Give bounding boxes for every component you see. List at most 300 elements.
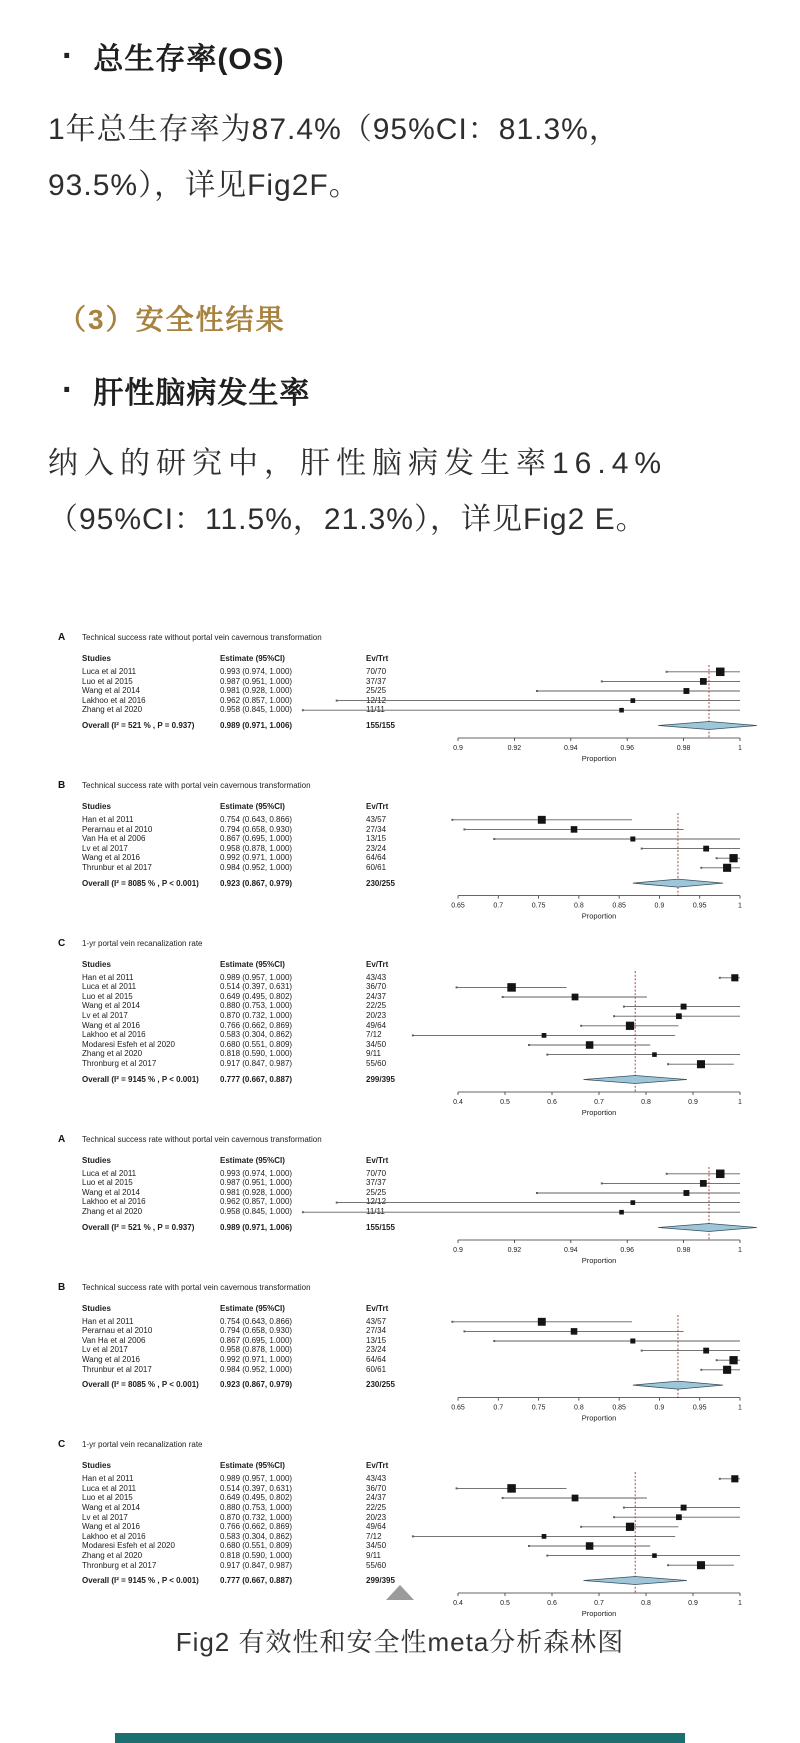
study-estimate: 0.880 (0.753, 1.000) <box>220 1001 293 1011</box>
study-ev-trt: 13/15 <box>366 834 387 844</box>
forest-plot-A <box>450 667 780 764</box>
svg-text:0.7: 0.7 <box>594 1098 604 1106</box>
study-name: Luo et al 2015 <box>82 676 133 686</box>
svg-text:Proportion: Proportion <box>581 1255 617 1265</box>
study-name: Lakhoo et al 2016 <box>82 1030 146 1040</box>
study-ev-trt: 43/43 <box>366 972 387 982</box>
figure-forest-plots <box>0 632 800 1625</box>
bottom-bar <box>115 1733 685 1743</box>
svg-text:1: 1 <box>738 1246 742 1254</box>
study-row <box>82 1365 428 1375</box>
study-name: Luca et al 2011 <box>82 982 137 992</box>
study-estimate: 0.680 (0.551, 0.809) <box>220 1541 293 1551</box>
overall-row <box>82 878 428 889</box>
study-name: Wang et al 2014 <box>82 1001 140 1011</box>
collapse-triangle-icon[interactable] <box>386 1585 414 1600</box>
study-name: Wang et al 2016 <box>82 1522 140 1532</box>
study-ev-trt: 37/37 <box>366 676 387 686</box>
study-row <box>82 1355 428 1365</box>
study-estimate: 0.794 (0.658, 0.930) <box>220 1326 293 1336</box>
table-header-row <box>82 960 428 973</box>
svg-text:0.9: 0.9 <box>654 902 665 910</box>
study-ev-trt: 34/50 <box>366 1541 387 1551</box>
svg-text:0.8: 0.8 <box>641 1600 651 1608</box>
overall-ev-trt: 230/255 <box>366 878 395 888</box>
svg-text:0.94: 0.94 <box>563 745 578 752</box>
panel-letter: B <box>58 1281 66 1293</box>
safety-paragraph-line2: （95%CI：11.5%，21.3%），详见Fig2 E。 <box>48 503 647 536</box>
figure-caption-block <box>0 1585 800 1659</box>
table-header-row <box>82 1461 428 1474</box>
forest-plot-C <box>450 973 780 1118</box>
study-name: Lakhoo et al 2016 <box>82 1531 146 1541</box>
os-paragraph-line2: 93.5%），详见Fig2F。 <box>48 169 360 202</box>
study-name: Wang et al 2014 <box>82 686 140 696</box>
panel-title: 1-yr portal vein recanalization rate <box>82 938 203 948</box>
study-ev-trt: 49/64 <box>366 1020 387 1030</box>
column-header: Ev/Trt <box>366 802 389 811</box>
study-name: Van Ha et al 2006 <box>82 1335 146 1345</box>
study-ev-trt: 20/23 <box>366 1512 387 1522</box>
panel-letter: A <box>58 1133 66 1145</box>
study-name: Thronburg et al 2017 <box>82 1560 157 1570</box>
study-estimate: 0.766 (0.662, 0.869) <box>220 1522 293 1532</box>
study-name: Wang et al 2016 <box>82 853 140 863</box>
svg-text:1: 1 <box>738 902 742 910</box>
svg-text:0.75: 0.75 <box>531 1404 546 1412</box>
forest-panel-A <box>58 632 768 770</box>
forest-table <box>82 654 428 731</box>
study-name: Zhang et al 2020 <box>82 1206 143 1216</box>
study-ev-trt: 7/12 <box>366 1030 382 1040</box>
svg-text:0.94: 0.94 <box>563 1246 578 1254</box>
study-ev-trt: 25/25 <box>366 686 387 696</box>
study-row <box>82 1030 428 1040</box>
he-rate-heading <box>62 368 752 412</box>
svg-text:0.95: 0.95 <box>692 902 707 910</box>
svg-text:0.9: 0.9 <box>688 1098 698 1106</box>
overall-estimate: 0.989 (0.971, 1.006) <box>220 1222 293 1232</box>
overall-label: Overall (I² = 521 % , P = 0.937) <box>82 720 195 730</box>
study-name: Luo et al 2015 <box>82 991 133 1001</box>
study-estimate: 0.766 (0.662, 0.869) <box>220 1020 293 1030</box>
bullet-dot: · <box>62 37 74 75</box>
study-row <box>82 686 428 696</box>
study-estimate: 0.981 (0.928, 1.000) <box>220 1187 293 1197</box>
study-row <box>82 1169 428 1179</box>
study-ev-trt: 49/64 <box>366 1522 387 1532</box>
study-row <box>82 1188 428 1198</box>
study-row <box>82 1317 428 1327</box>
overall-ev-trt: 299/395 <box>366 1074 395 1084</box>
panel-title: Technical success rate with portal vein cavernous transformation <box>82 1282 311 1292</box>
svg-text:0.7: 0.7 <box>493 1404 504 1412</box>
study-estimate: 0.958 (0.878, 1.000) <box>220 843 293 853</box>
study-estimate: 0.962 (0.857, 1.000) <box>220 695 293 705</box>
svg-text:0.4: 0.4 <box>453 1098 463 1106</box>
study-ev-trt: 60/61 <box>366 1364 387 1374</box>
forest-table <box>82 1461 428 1586</box>
svg-text:0.96: 0.96 <box>620 745 635 752</box>
study-row <box>82 1178 428 1188</box>
study-estimate: 0.993 (0.974, 1.000) <box>220 1168 293 1178</box>
study-ev-trt: 22/25 <box>366 1001 387 1011</box>
column-header: Ev/Trt <box>366 1303 389 1313</box>
svg-text:0.9: 0.9 <box>688 1600 698 1608</box>
study-row <box>82 1522 428 1532</box>
study-row <box>82 844 428 854</box>
study-ev-trt: 34/50 <box>366 1039 387 1049</box>
panel-letter: C <box>58 937 66 949</box>
os-section-heading <box>62 34 752 78</box>
overall-label: Overall (I² = 9145 % , P < 0.001) <box>82 1074 199 1084</box>
study-row <box>82 834 428 844</box>
column-header: Estimate (95%CI) <box>220 802 285 811</box>
svg-text:1: 1 <box>738 1404 742 1412</box>
study-estimate: 0.880 (0.753, 1.000) <box>220 1502 293 1512</box>
study-name: Modaresi Esfeh et al 2020 <box>82 1541 175 1551</box>
study-row <box>82 1336 428 1346</box>
study-row <box>82 815 428 825</box>
column-header: Studies <box>82 1303 111 1313</box>
study-name: Thrunbur et al 2017 <box>82 862 152 872</box>
study-estimate: 0.958 (0.845, 1.000) <box>220 705 293 715</box>
study-row <box>82 982 428 992</box>
forest-table <box>82 1304 428 1391</box>
study-estimate: 0.984 (0.952, 1.000) <box>220 1364 293 1374</box>
study-estimate: 0.958 (0.878, 1.000) <box>220 1345 293 1355</box>
study-estimate: 0.870 (0.732, 1.000) <box>220 1010 293 1020</box>
column-header: Ev/Trt <box>366 959 389 969</box>
overall-estimate: 0.923 (0.867, 0.979) <box>220 1380 293 1390</box>
study-ev-trt: 23/24 <box>366 843 387 853</box>
column-header: Ev/Trt <box>366 1461 389 1471</box>
study-row <box>82 1484 428 1494</box>
study-name: Lakhoo et al 2016 <box>82 1197 146 1207</box>
study-row <box>82 1021 428 1031</box>
panel-title: Technical success rate with portal vein cavernous transformation <box>82 781 311 790</box>
study-row <box>82 1049 428 1059</box>
overall-row <box>82 1222 428 1233</box>
column-header: Estimate (95%CI) <box>220 654 285 663</box>
overall-estimate: 0.989 (0.971, 1.006) <box>220 720 293 730</box>
bullet-dot: · <box>62 371 74 409</box>
study-ev-trt: 11/11 <box>366 1206 385 1216</box>
overall-row <box>82 1074 428 1085</box>
study-ev-trt: 55/60 <box>366 1058 387 1068</box>
table-header-row <box>82 1156 428 1169</box>
study-row <box>82 863 428 873</box>
svg-text:0.85: 0.85 <box>612 1404 626 1412</box>
svg-text:0.98: 0.98 <box>676 1246 691 1254</box>
svg-text:1: 1 <box>738 1098 742 1106</box>
study-row <box>82 1040 428 1050</box>
forest-table <box>82 960 428 1085</box>
safety-paragraph <box>48 436 752 548</box>
study-row <box>82 1001 428 1011</box>
study-estimate: 0.870 (0.732, 1.000) <box>220 1512 293 1522</box>
table-header-row <box>82 654 428 667</box>
study-estimate: 0.818 (0.590, 1.000) <box>220 1049 293 1059</box>
forest-plot-B <box>450 815 780 922</box>
column-header: Studies <box>82 654 111 663</box>
safety-section-heading: （3）安全性结果 <box>58 304 286 335</box>
column-header: Studies <box>82 1155 111 1165</box>
study-ev-trt: 43/43 <box>366 1474 387 1484</box>
study-row <box>82 1561 428 1571</box>
forest-table <box>82 1156 428 1233</box>
study-ev-trt: 12/12 <box>366 695 387 705</box>
column-header: Studies <box>82 802 111 811</box>
study-row <box>82 853 428 863</box>
study-name: Zhang et al 2020 <box>82 705 143 715</box>
study-ev-trt: 7/12 <box>366 1531 382 1541</box>
svg-text:0.75: 0.75 <box>531 902 546 910</box>
study-name: Thronburg et al 2017 <box>82 1058 157 1068</box>
column-header: Studies <box>82 959 111 969</box>
svg-text:0.8: 0.8 <box>573 1404 584 1412</box>
study-ev-trt: 27/34 <box>366 824 387 834</box>
study-name: Thrunbur et al 2017 <box>82 1364 152 1374</box>
overall-label: Overall (I² = 9145 % , P < 0.001) <box>82 1576 199 1586</box>
svg-text:0.8: 0.8 <box>573 902 584 910</box>
safety-paragraph-line1: 纳入的研究中，肝性脑病发生率16.4% <box>48 447 668 480</box>
study-estimate: 0.754 (0.643, 0.866) <box>220 815 293 824</box>
study-ev-trt: 36/70 <box>366 982 387 992</box>
column-header: Estimate (95%CI) <box>220 1155 285 1165</box>
study-name: Luca et al 2011 <box>82 667 137 676</box>
study-name: Lv et al 2017 <box>82 1512 128 1522</box>
svg-text:Proportion: Proportion <box>581 1609 617 1619</box>
column-header: Estimate (95%CI) <box>220 1461 285 1471</box>
study-estimate: 0.754 (0.643, 0.866) <box>220 1316 293 1326</box>
study-name: Zhang et al 2020 <box>82 1550 143 1560</box>
study-row <box>82 973 428 983</box>
study-estimate: 0.649 (0.495, 0.802) <box>220 1493 293 1503</box>
overall-row <box>82 720 428 731</box>
overall-ev-trt: 155/155 <box>366 1222 395 1232</box>
panel-title: Technical success rate without portal vein cavernous transformation <box>82 1134 322 1144</box>
study-estimate: 0.583 (0.304, 0.862) <box>220 1030 293 1040</box>
column-header: Estimate (95%CI) <box>220 1303 285 1313</box>
svg-text:0.8: 0.8 <box>641 1098 651 1106</box>
study-ev-trt: 55/60 <box>366 1560 387 1570</box>
os-paragraph-line1: 1年总生存率为87.4%（95%CI：81.3%， <box>48 113 620 146</box>
study-name: Han et al 2011 <box>82 1474 134 1484</box>
study-name: Van Ha et al 2006 <box>82 834 146 844</box>
overall-ev-trt: 230/255 <box>366 1380 395 1390</box>
study-estimate: 0.987 (0.951, 1.000) <box>220 676 293 686</box>
os-paragraph <box>48 102 752 214</box>
study-row <box>82 1474 428 1484</box>
column-header: Ev/Trt <box>366 1155 389 1165</box>
svg-text:0.92: 0.92 <box>507 745 522 752</box>
svg-text:0.7: 0.7 <box>493 902 504 910</box>
study-estimate: 0.989 (0.957, 1.000) <box>220 972 293 982</box>
panel-letter: B <box>58 780 66 791</box>
svg-text:Proportion: Proportion <box>581 1107 617 1117</box>
he-rate-heading-text: 肝性脑病发生率 <box>93 377 311 410</box>
study-estimate: 0.583 (0.304, 0.862) <box>220 1531 293 1541</box>
study-ev-trt: 20/23 <box>366 1010 387 1020</box>
study-estimate: 0.993 (0.974, 1.000) <box>220 667 293 676</box>
study-estimate: 0.514 (0.397, 0.631) <box>220 1483 293 1493</box>
svg-text:Proportion: Proportion <box>581 754 617 763</box>
study-estimate: 0.867 (0.695, 1.000) <box>220 1335 293 1345</box>
svg-text:0.4: 0.4 <box>453 1600 463 1608</box>
study-row <box>82 1345 428 1355</box>
study-ev-trt: 37/37 <box>366 1178 387 1188</box>
study-ev-trt: 27/34 <box>366 1326 387 1336</box>
study-row <box>82 1059 428 1069</box>
study-name: Wang et al 2016 <box>82 1354 140 1364</box>
study-row <box>82 677 428 687</box>
forest-table <box>82 802 428 889</box>
study-name: Luca et al 2011 <box>82 1168 137 1178</box>
study-row <box>82 1011 428 1021</box>
study-name: Han et al 2011 <box>82 815 134 824</box>
svg-text:0.6: 0.6 <box>547 1098 557 1106</box>
svg-text:0.65: 0.65 <box>451 1404 465 1412</box>
panel-title: 1-yr portal vein recanalization rate <box>82 1440 203 1450</box>
svg-text:0.65: 0.65 <box>451 902 465 910</box>
study-row <box>82 667 428 677</box>
panel-letter: A <box>58 632 66 643</box>
study-estimate: 0.992 (0.971, 1.000) <box>220 853 293 863</box>
overall-estimate: 0.777 (0.667, 0.887) <box>220 1576 293 1586</box>
svg-text:0.5: 0.5 <box>500 1600 510 1608</box>
svg-text:0.9: 0.9 <box>453 1246 463 1254</box>
svg-text:Proportion: Proportion <box>581 911 617 921</box>
overall-label: Overall (I² = 8085 % , P < 0.001) <box>82 1380 199 1390</box>
study-row <box>82 825 428 835</box>
study-name: Wang et al 2014 <box>82 1187 140 1197</box>
overall-label: Overall (I² = 521 % , P = 0.937) <box>82 1222 195 1232</box>
study-ev-trt: 22/25 <box>366 1502 387 1512</box>
study-ev-trt: 36/70 <box>366 1483 387 1493</box>
figure-caption: Fig2 有效性和安全性meta分析森林图 <box>175 1627 625 1657</box>
study-estimate: 0.984 (0.952, 1.000) <box>220 862 293 872</box>
study-name: Luo et al 2015 <box>82 1493 133 1503</box>
study-ev-trt: 70/70 <box>366 667 387 676</box>
study-ev-trt: 12/12 <box>366 1197 387 1207</box>
study-estimate: 0.992 (0.971, 1.000) <box>220 1354 293 1364</box>
study-row <box>82 1326 428 1336</box>
svg-text:0.98: 0.98 <box>676 745 691 752</box>
forest-plot-A <box>450 1169 780 1266</box>
study-estimate: 0.818 (0.590, 1.000) <box>220 1550 293 1560</box>
table-header-row <box>82 1304 428 1317</box>
study-name: Lv et al 2017 <box>82 843 128 853</box>
study-ev-trt: 9/11 <box>366 1049 381 1059</box>
panel-title: Technical success rate without portal vein cavernous transformation <box>82 633 322 642</box>
study-name: Luca et al 2011 <box>82 1483 137 1493</box>
study-name: Han et al 2011 <box>82 972 134 982</box>
svg-text:0.85: 0.85 <box>612 902 626 910</box>
column-header: Estimate (95%CI) <box>220 959 285 969</box>
study-ev-trt: 64/64 <box>366 853 387 863</box>
study-name: Wang et al 2016 <box>82 1020 140 1030</box>
study-estimate: 0.680 (0.551, 0.809) <box>220 1039 293 1049</box>
study-estimate: 0.962 (0.857, 1.000) <box>220 1197 293 1207</box>
study-estimate: 0.958 (0.845, 1.000) <box>220 1206 293 1216</box>
svg-text:Proportion: Proportion <box>581 1413 617 1423</box>
study-ev-trt: 24/37 <box>366 991 387 1001</box>
overall-row <box>82 1379 428 1390</box>
article-content <box>0 0 800 548</box>
study-name: Perarnau et al 2010 <box>82 824 153 834</box>
study-name: Wang et al 2014 <box>82 1502 140 1512</box>
study-estimate: 0.514 (0.397, 0.631) <box>220 982 293 992</box>
study-row <box>82 1493 428 1503</box>
forest-panel-A <box>58 1134 768 1272</box>
study-estimate: 0.981 (0.928, 1.000) <box>220 686 293 696</box>
study-name: Han et al 2011 <box>82 1316 134 1326</box>
study-estimate: 0.989 (0.957, 1.000) <box>220 1474 293 1484</box>
study-row <box>82 1503 428 1513</box>
study-name: Luo et al 2015 <box>82 1178 133 1188</box>
study-name: Lv et al 2017 <box>82 1345 128 1355</box>
study-row <box>82 1551 428 1561</box>
forest-panel-C <box>58 938 768 1124</box>
study-name: Modaresi Esfeh et al 2020 <box>82 1039 175 1049</box>
study-row <box>82 1532 428 1542</box>
svg-text:0.9: 0.9 <box>453 745 463 752</box>
os-heading-text: 总生存率(OS) <box>93 43 285 76</box>
forest-plot-B <box>450 1317 780 1424</box>
study-ev-trt: 23/24 <box>366 1345 387 1355</box>
study-ev-trt: 13/15 <box>366 1335 387 1345</box>
svg-text:1: 1 <box>738 745 742 752</box>
study-ev-trt: 64/64 <box>366 1354 387 1364</box>
overall-estimate: 0.777 (0.667, 0.887) <box>220 1074 293 1084</box>
study-ev-trt: 43/57 <box>366 815 387 824</box>
svg-text:0.7: 0.7 <box>594 1600 604 1608</box>
svg-text:0.96: 0.96 <box>620 1246 635 1254</box>
column-header: Studies <box>82 1461 111 1471</box>
study-ev-trt: 43/57 <box>366 1316 387 1326</box>
study-name: Perarnau et al 2010 <box>82 1326 153 1336</box>
study-ev-trt: 11/11 <box>366 705 385 715</box>
overall-label: Overall (I² = 8085 % , P < 0.001) <box>82 878 199 888</box>
study-ev-trt: 25/25 <box>366 1187 387 1197</box>
svg-text:1: 1 <box>738 1600 742 1608</box>
study-row <box>82 992 428 1002</box>
study-name: Zhang et al 2020 <box>82 1049 143 1059</box>
table-header-row <box>82 802 428 815</box>
svg-text:0.6: 0.6 <box>547 1600 557 1608</box>
overall-ev-trt: 155/155 <box>366 720 395 730</box>
overall-ev-trt: 299/395 <box>366 1576 395 1586</box>
study-estimate: 0.987 (0.951, 1.000) <box>220 1178 293 1188</box>
study-ev-trt: 60/61 <box>366 862 387 872</box>
study-ev-trt: 9/11 <box>366 1550 381 1560</box>
study-row <box>82 1541 428 1551</box>
study-name: Lv et al 2017 <box>82 1010 128 1020</box>
study-ev-trt: 70/70 <box>366 1168 387 1178</box>
forest-panel-B <box>58 780 768 928</box>
svg-text:0.9: 0.9 <box>654 1404 665 1412</box>
study-row <box>82 1513 428 1523</box>
svg-text:0.95: 0.95 <box>692 1404 707 1412</box>
panel-letter: C <box>58 1439 66 1451</box>
study-estimate: 0.794 (0.658, 0.930) <box>220 824 293 834</box>
overall-estimate: 0.923 (0.867, 0.979) <box>220 878 293 888</box>
svg-text:0.5: 0.5 <box>500 1098 510 1106</box>
study-name: Lakhoo et al 2016 <box>82 695 146 705</box>
study-ev-trt: 24/37 <box>366 1493 387 1503</box>
svg-text:0.92: 0.92 <box>507 1246 522 1254</box>
